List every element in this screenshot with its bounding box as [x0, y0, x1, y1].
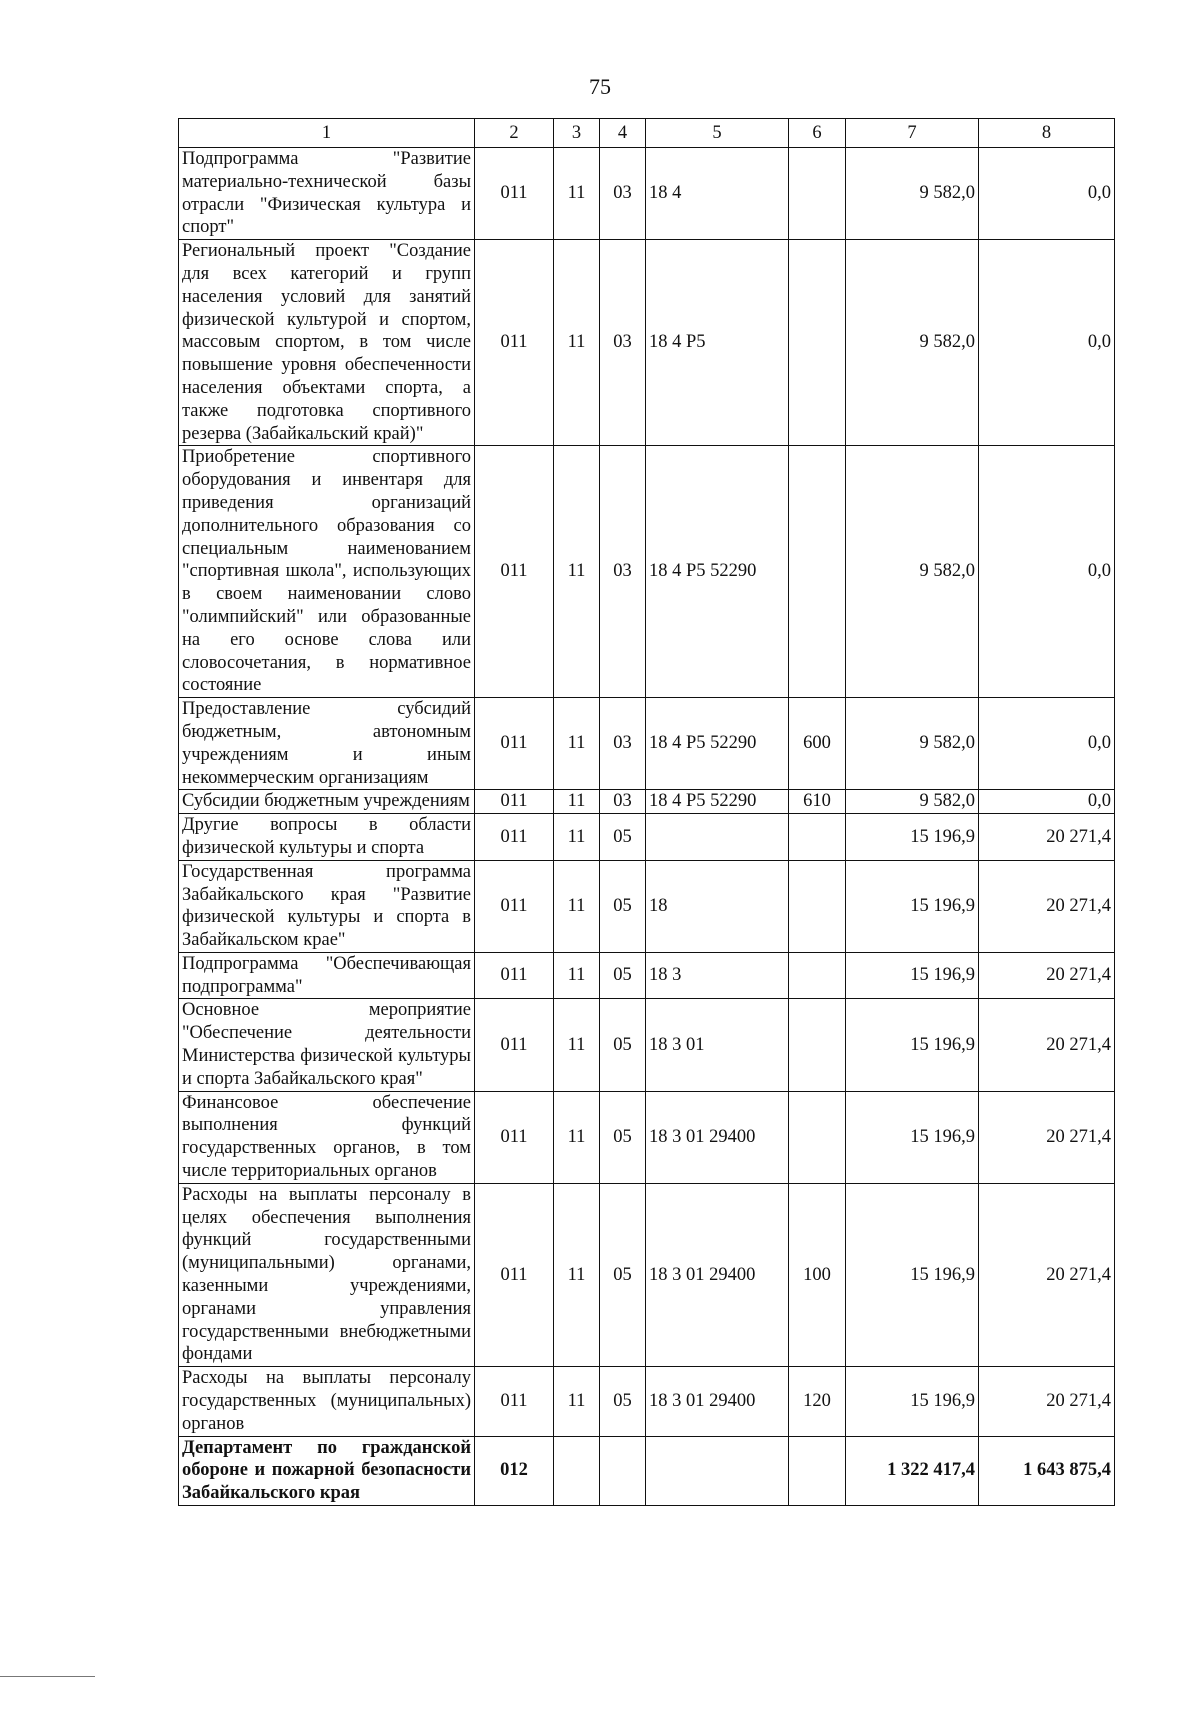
- expense-type-code: [789, 860, 846, 952]
- table-row: [179, 148, 1115, 240]
- section-code: 11: [554, 446, 600, 698]
- section-code: 11: [554, 790, 600, 814]
- table-body: [179, 148, 1115, 1506]
- section-code: 11: [554, 860, 600, 952]
- table-row: [179, 814, 1115, 861]
- subsection-code: 03: [600, 790, 646, 814]
- target-article-code: 18 3 01 29400: [646, 1091, 789, 1183]
- amount-year-2: 20 271,4: [979, 952, 1115, 999]
- subsection-code: 05: [600, 1183, 646, 1366]
- row-name: Субсидии бюджетным учреждениям: [179, 790, 475, 814]
- amount-year-1: 9 582,0: [846, 446, 979, 698]
- target-article-code: 18 3 01 29400: [646, 1367, 789, 1436]
- section-code: [554, 1436, 600, 1505]
- table-row: [179, 240, 1115, 446]
- subsection-code: 05: [600, 952, 646, 999]
- expense-type-code: 120: [789, 1367, 846, 1436]
- target-article-code: 18 3 01: [646, 999, 789, 1091]
- section-code: 11: [554, 814, 600, 861]
- target-article-code: 18 3 01 29400: [646, 1183, 789, 1366]
- ministry-code: 011: [475, 148, 554, 240]
- section-code: 11: [554, 698, 600, 790]
- amount-year-1: 9 582,0: [846, 698, 979, 790]
- expense-type-code: [789, 1091, 846, 1183]
- table-row: [179, 1091, 1115, 1183]
- amount-year-1: 15 196,9: [846, 1091, 979, 1183]
- amount-year-2: 0,0: [979, 148, 1115, 240]
- amount-year-2: 0,0: [979, 240, 1115, 446]
- ministry-code: 011: [475, 1183, 554, 1366]
- section-code: 11: [554, 999, 600, 1091]
- subsection-code: [600, 1436, 646, 1505]
- table-row: [179, 952, 1115, 999]
- target-article-code: 18 4 P5: [646, 240, 789, 446]
- subsection-code: 05: [600, 860, 646, 952]
- target-article-code: 18 4 P5 52290: [646, 790, 789, 814]
- subsection-code: 03: [600, 148, 646, 240]
- header-cell: 4: [600, 119, 646, 148]
- row-name: Государственная программа Забайкальского края "Развитие физической культуры и спорта в Забайкальском крае": [179, 860, 475, 952]
- amount-year-1: 9 582,0: [846, 148, 979, 240]
- section-code: 11: [554, 1183, 600, 1366]
- amount-year-1: 15 196,9: [846, 860, 979, 952]
- header-cell: 1: [179, 119, 475, 148]
- row-name: Другие вопросы в области физической культуры и спорта: [179, 814, 475, 861]
- table-row: [179, 446, 1115, 698]
- row-name: Департамент по гражданской обороне и пожарной безопасности Забайкальского края: [179, 1436, 475, 1505]
- amount-year-1: 9 582,0: [846, 790, 979, 814]
- amount-year-2: 1 643 875,4: [979, 1436, 1115, 1505]
- subsection-code: 05: [600, 999, 646, 1091]
- subsection-code: 03: [600, 698, 646, 790]
- subsection-code: 05: [600, 1091, 646, 1183]
- ministry-code: 011: [475, 790, 554, 814]
- amount-year-2: 20 271,4: [979, 1091, 1115, 1183]
- section-code: 11: [554, 148, 600, 240]
- row-name: Региональный проект "Создание для всех категорий и групп населения условий для занятий физической культурой и спортом, массовым спортом, в том числе повышение уровня обеспеченности населения объектами спорта, а также подготовка спортивного резерва (Забайкальский край)": [179, 240, 475, 446]
- ministry-code: 011: [475, 860, 554, 952]
- margin-line: [0, 1676, 95, 1677]
- amount-year-1: 15 196,9: [846, 952, 979, 999]
- amount-year-2: 0,0: [979, 446, 1115, 698]
- amount-year-2: 20 271,4: [979, 860, 1115, 952]
- ministry-code: 011: [475, 952, 554, 999]
- amount-year-1: 15 196,9: [846, 814, 979, 861]
- ministry-code: 012: [475, 1436, 554, 1505]
- header-cell: 5: [646, 119, 789, 148]
- header-cell: 8: [979, 119, 1115, 148]
- amount-year-1: 15 196,9: [846, 1183, 979, 1366]
- target-article-code: 18 4 P5 52290: [646, 446, 789, 698]
- ministry-code: 011: [475, 240, 554, 446]
- header-cell: 2: [475, 119, 554, 148]
- header-cell: 3: [554, 119, 600, 148]
- ministry-code: 011: [475, 999, 554, 1091]
- target-article-code: 18 4 P5 52290: [646, 698, 789, 790]
- page-number: 75: [589, 74, 611, 99]
- table-row: [179, 790, 1115, 814]
- ministry-code: 011: [475, 1091, 554, 1183]
- expense-type-code: [789, 952, 846, 999]
- expense-type-code: 610: [789, 790, 846, 814]
- target-article-code: [646, 814, 789, 861]
- amount-year-1: 1 322 417,4: [846, 1436, 979, 1505]
- section-code: 11: [554, 240, 600, 446]
- subsection-code: 05: [600, 1367, 646, 1436]
- section-code: 11: [554, 1091, 600, 1183]
- subsection-code: 05: [600, 814, 646, 861]
- row-name: Финансовое обеспечение выполнения функций государственных органов, в том числе территориальных органов: [179, 1091, 475, 1183]
- table-row: [179, 698, 1115, 790]
- target-article-code: 18: [646, 860, 789, 952]
- expense-type-code: 600: [789, 698, 846, 790]
- subsection-code: 03: [600, 446, 646, 698]
- row-name: Основное мероприятие "Обеспечение деятельности Министерства физической культуры и спорта Забайкальского края": [179, 999, 475, 1091]
- row-name: Расходы на выплаты персоналу государственных (муниципальных) органов: [179, 1367, 475, 1436]
- ministry-code: 011: [475, 1367, 554, 1436]
- expense-type-code: [789, 240, 846, 446]
- ministry-code: 011: [475, 698, 554, 790]
- amount-year-2: 0,0: [979, 698, 1115, 790]
- expense-type-code: [789, 999, 846, 1091]
- amount-year-2: 20 271,4: [979, 814, 1115, 861]
- target-article-code: [646, 1436, 789, 1505]
- expense-type-code: 100: [789, 1183, 846, 1366]
- section-code: 11: [554, 952, 600, 999]
- amount-year-2: 0,0: [979, 790, 1115, 814]
- expense-type-code: [789, 1436, 846, 1505]
- header-cell: 7: [846, 119, 979, 148]
- row-name: Приобретение спортивного оборудования и инвентаря для приведения организаций дополнительного образования со специальным наименованием "спортивная школа", использующих в своем наименовании слово "олимпийский" или образованные на его основе слова или словосочетания, в нормативное состояние: [179, 446, 475, 698]
- row-name: Предоставление субсидий бюджетным, автономным учреждениям и иным некоммерческим организациям: [179, 698, 475, 790]
- amount-year-1: 9 582,0: [846, 240, 979, 446]
- table-row: [179, 999, 1115, 1091]
- amount-year-1: 15 196,9: [846, 999, 979, 1091]
- amount-year-2: 20 271,4: [979, 999, 1115, 1091]
- table-row: [179, 1367, 1115, 1436]
- budget-table: [178, 118, 1115, 1506]
- expense-type-code: [789, 446, 846, 698]
- header-cell: 6: [789, 119, 846, 148]
- amount-year-2: 20 271,4: [979, 1183, 1115, 1366]
- expense-type-code: [789, 148, 846, 240]
- subsection-code: 03: [600, 240, 646, 446]
- row-name: Подпрограмма "Развитие материально-технической базы отрасли "Физическая культура и спорт": [179, 148, 475, 240]
- ministry-code: 011: [475, 814, 554, 861]
- amount-year-2: 20 271,4: [979, 1367, 1115, 1436]
- ministry-code: 011: [475, 446, 554, 698]
- table-row: [179, 1436, 1115, 1505]
- row-name: Расходы на выплаты персоналу в целях обеспечения выполнения функций государственными (муниципальными) органами, казенными учреждениями, органами управления государственными внебюджетными фондами: [179, 1183, 475, 1366]
- table-row: [179, 860, 1115, 952]
- target-article-code: 18 3: [646, 952, 789, 999]
- expense-type-code: [789, 814, 846, 861]
- row-name: Подпрограмма "Обеспечивающая подпрограмма": [179, 952, 475, 999]
- table-header-row: [179, 119, 1115, 148]
- table-row: [179, 1183, 1115, 1366]
- amount-year-1: 15 196,9: [846, 1367, 979, 1436]
- section-code: 11: [554, 1367, 600, 1436]
- target-article-code: 18 4: [646, 148, 789, 240]
